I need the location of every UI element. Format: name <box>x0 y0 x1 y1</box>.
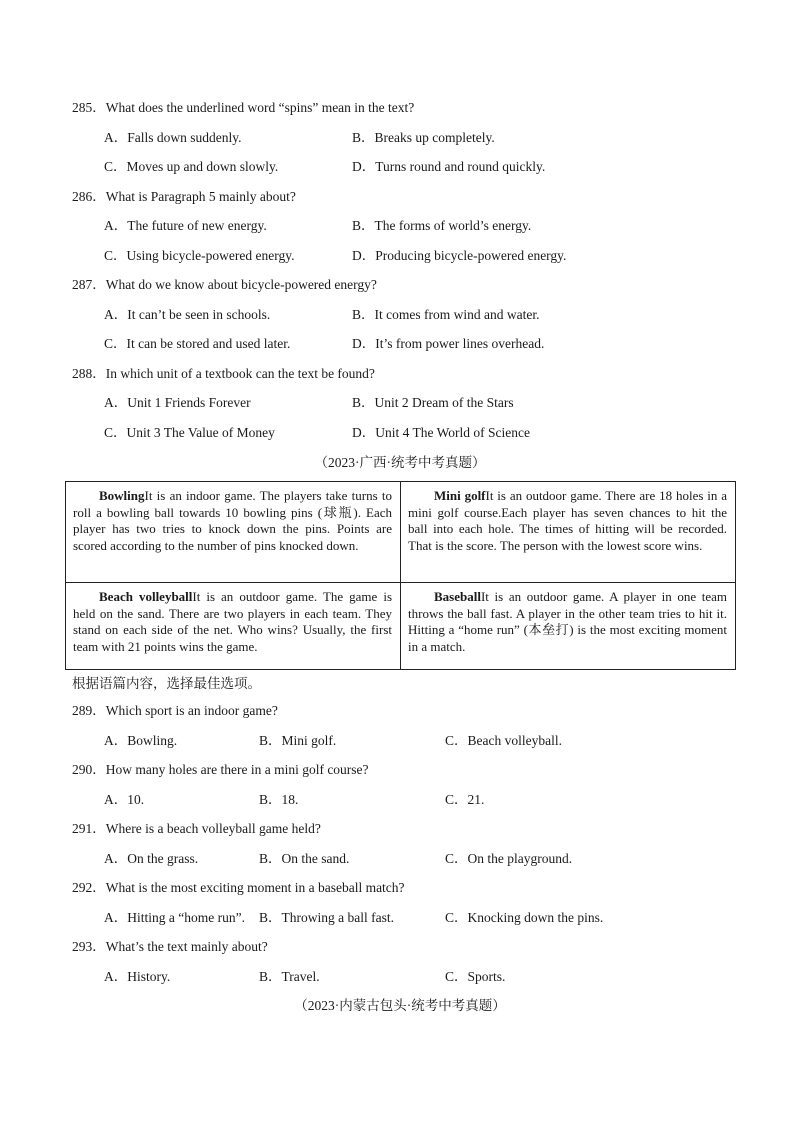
option-286-b: B．The forms of world’s energy. <box>352 218 532 233</box>
golf-title: Mini golf <box>434 488 486 503</box>
cell-beach-volleyball <box>66 583 401 670</box>
baseball-title: Baseball <box>434 589 481 604</box>
option-287-b: B．It comes from wind and water. <box>352 307 540 322</box>
option-289-c: C．Beach volleyball. <box>445 733 562 748</box>
option-286-d: D．Producing bicycle-powered energy. <box>352 248 567 263</box>
option-293-b: B．Travel. <box>259 969 320 984</box>
option-291-b: B．On the sand. <box>259 851 350 866</box>
option-288-a: A．Unit 1 Friends Forever <box>104 395 251 410</box>
option-292-b: B．Throwing a ball fast. <box>259 910 394 925</box>
source-citation-baotou: （2023·内蒙古包头·统考中考真题） <box>294 998 506 1013</box>
question-292: 292．What is the most exciting moment in a baseball match? <box>72 880 405 895</box>
question-291: 291．Where is a beach volleyball game held? <box>72 821 321 836</box>
bowling-title: Bowling <box>99 488 145 503</box>
question-289: 289．Which sport is an indoor game? <box>72 703 278 718</box>
golf-text: It is an outdoor game. There are 18 holes in a mini golf course.Each player has seven chances to hit the ball into each hole. The times of hitting will be recorded. That is the score. The person with the lowest score wins. <box>408 488 727 553</box>
option-291-a: A．On the grass. <box>104 851 199 866</box>
sports-table <box>65 481 736 670</box>
option-289-a: A．Bowling. <box>104 733 178 748</box>
cell-bowling <box>66 482 401 583</box>
option-285-b: B．Breaks up completely. <box>352 130 495 145</box>
question-290: 290．How many holes are there in a mini golf course? <box>72 762 369 777</box>
option-288-d: D．Unit 4 The World of Science <box>352 425 531 440</box>
question-287: 287．What do we know about bicycle-powered energy? <box>72 277 377 292</box>
baseball-text: It is an outdoor game. A player in one team throws the ball fast. A player in the other team tries to hit it. Hitting a “home run” (本垒打) is the most exciting moment in a match. <box>408 589 727 654</box>
cell-baseball <box>401 583 736 670</box>
option-292-a: A．Hitting a “home run”. <box>104 910 245 925</box>
option-293-c: C．Sports. <box>445 969 506 984</box>
bowling-text: It is an indoor game. The players take turns to roll a bowling ball towards 10 bowling pins (球瓶). Each player has two tries to knock down the pins. Points are scored according to the number of pins knocked down. <box>73 488 392 553</box>
source-citation-guangxi: （2023·广西·统考中考真题） <box>314 455 486 470</box>
option-289-b: B．Mini golf. <box>259 733 337 748</box>
option-290-b: B．18. <box>259 792 299 807</box>
option-285-a: A．Falls down suddenly. <box>104 130 242 145</box>
volleyball-text: It is an outdoor game. The game is held on the sand. There are two players in each team. They stand on each side of the net. Who wins? Usually, the first team with 21 points wins the game. <box>73 589 392 654</box>
option-285-d: D．Turns round and round quickly. <box>352 159 546 174</box>
question-286: 286．What is Paragraph 5 mainly about? <box>72 189 296 204</box>
question-285: 285．What does the underlined word “spins” mean in the text? <box>72 100 415 115</box>
option-286-c: C．Using bicycle-powered energy. <box>104 248 295 263</box>
option-291-c: C．On the playground. <box>445 851 573 866</box>
option-293-a: A．History. <box>104 969 171 984</box>
option-288-c: C．Unit 3 The Value of Money <box>104 425 275 440</box>
option-290-c: C．21. <box>445 792 485 807</box>
cell-mini-golf <box>401 482 736 583</box>
option-287-a: A．It can’t be seen in schools. <box>104 307 271 322</box>
question-293: 293．What’s the text mainly about? <box>72 939 268 954</box>
volleyball-title: Beach volleyball <box>99 589 193 604</box>
option-286-a: A．The future of new energy. <box>104 218 267 233</box>
question-288: 288．In which unit of a textbook can the text be found? <box>72 366 375 381</box>
instruction-text: 根据语篇内容，选择最佳选项。 <box>72 676 261 691</box>
option-292-c: C．Knocking down the pins. <box>445 910 604 925</box>
option-287-d: D．It’s from power lines overhead. <box>352 336 545 351</box>
option-285-c: C．Moves up and down slowly. <box>104 159 279 174</box>
option-287-c: C．It can be stored and used later. <box>104 336 291 351</box>
option-288-b: B．Unit 2 Dream of the Stars <box>352 395 514 410</box>
option-290-a: A．10. <box>104 792 145 807</box>
